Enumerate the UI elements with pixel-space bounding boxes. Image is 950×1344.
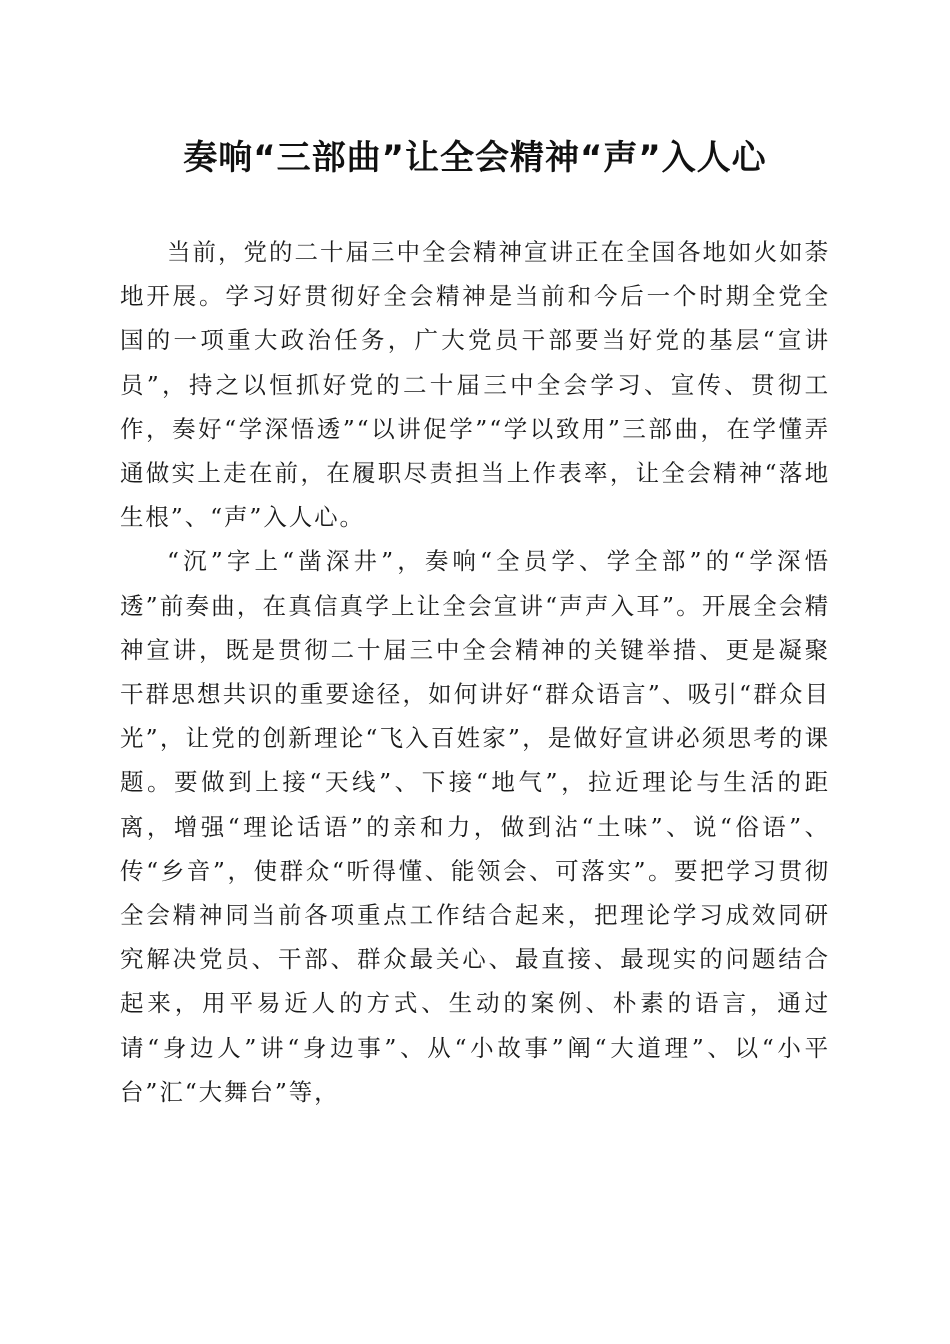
document-title: 奏响“三部曲”让全会精神“声”入人心 bbox=[183, 138, 767, 178]
document-body bbox=[120, 230, 830, 1114]
paragraph-2: “沉”字上“凿深井”，奏响“全员学、学全部”的“学深悟透”前奏曲，在真信真学上让全会宣讲“声声入耳”。开展全会精神宣讲，既是贯彻二十届三中全会精神的关键举措、更是凝聚干群思想共识的重要途径，如何讲好“群众语言”、吸引“群众目光”，让党的创新理论“飞入百姓家”，是做好宣讲必须思考的课题。要做到上接“天线”、下接“地气”，拉近理论与生活的距离，增强“理论话语”的亲和力，做到沾“土味”、说“俗语”、传“乡音”，使群众“听得懂、能领会、可落实”。要把学习贯彻全会精神同当前各项重点工作结合起来，把理论学习成效同研究解决党员、干部、群众最关心、最直接、最现实的问题结合起来，用平易近人的方式、生动的案例、朴素的语言，通过请“身边人”讲“身边事”、从“小故事”阐“大道理”、以“小平台”汇“大舞台”等， bbox=[120, 547, 830, 1106]
paragraph-1: 当前，党的二十届三中全会精神宣讲正在全国各地如火如荼地开展。学习好贯彻好全会精神是当前和今后一个时期全党全国的一项重大政治任务，广大党员干部要当好党的基层“宣讲员”，持之以恒抓好党的二十届三中全会学习、宣传、贯彻工作，奏好“学深悟透”“以讲促学”“学以致用”三部曲，在学懂弄通做实上走在前，在履职尽责担当上作表率，让全会精神“落地生根”、“声”入人心。 bbox=[120, 238, 830, 532]
